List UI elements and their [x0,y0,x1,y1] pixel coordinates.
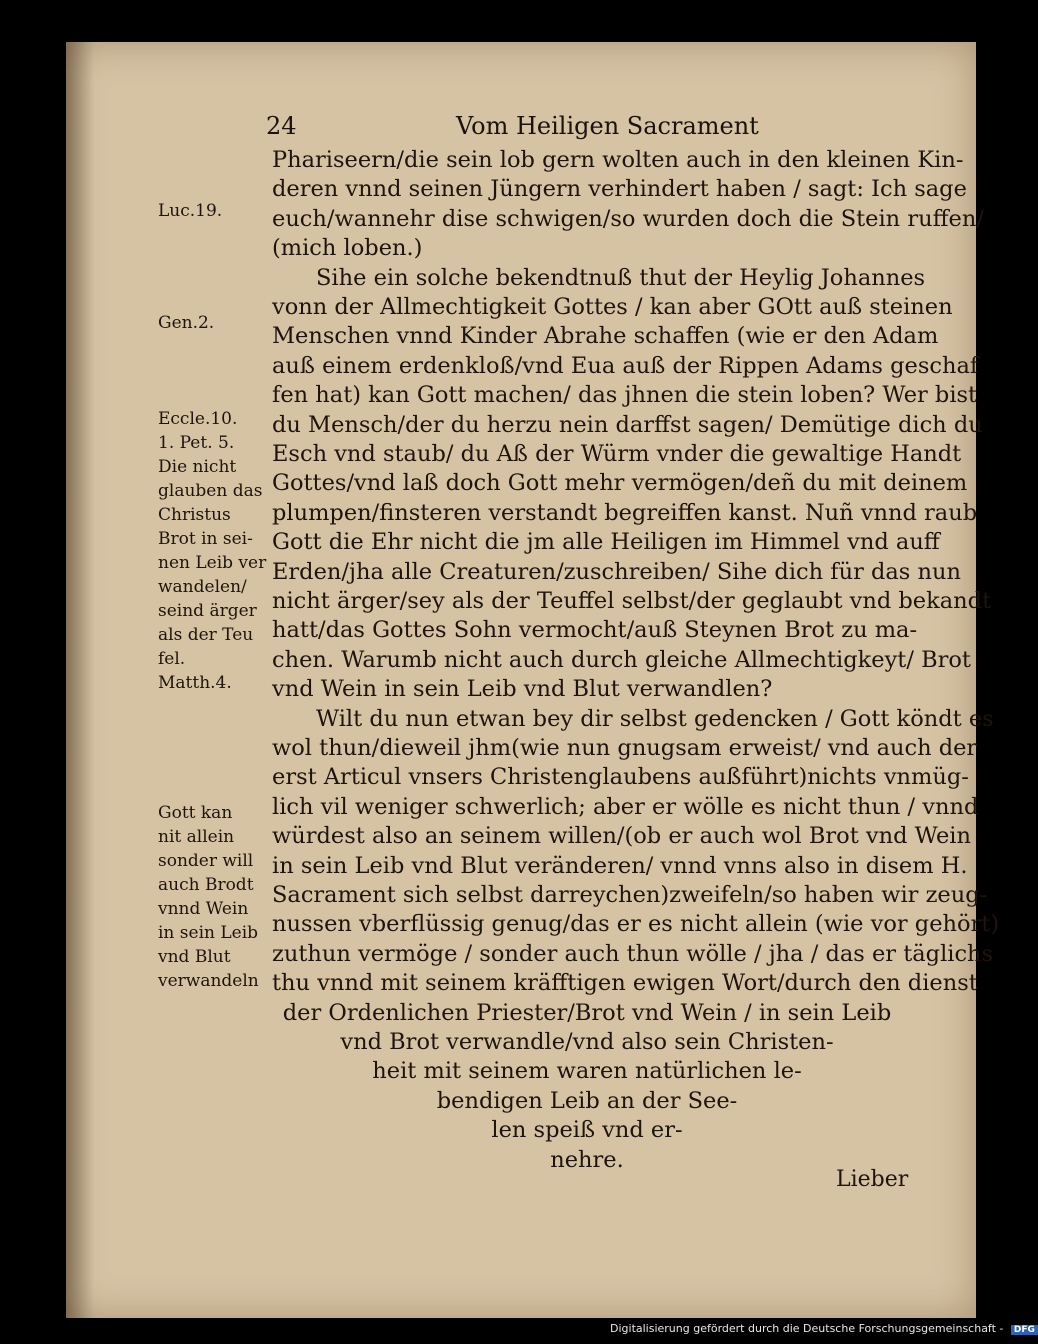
catchword: Lieber [836,1167,909,1192]
margin-note: Brot in sei- [158,529,253,549]
text-line: auß einem erdenkloß/vnd Eua auß der Rippen Adams geschaf [272,352,979,379]
text-line: chen. Warumb nicht auch durch gleiche Allmechtigkeyt/ Brot [272,646,971,673]
text-line: (mich loben.) [272,235,423,262]
margin-note: nit allein [158,827,235,847]
margin-note: wandelen/ [158,577,247,597]
text-line: Gott die Ehr nicht die jm alle Heiligen im Himmel vnd auff [272,529,940,556]
margin-note: Gen.2. [158,313,215,333]
text-line: vnd Wein in sein Leib vnd Blut verwandlen? [272,676,773,703]
text-line: erst Articul vnsers Christenglaubens außführt)nichts vnmüg- [272,764,969,791]
footer-credit: Digitalisierung gefördert durch die Deutsche Forschungsgemeinschaft - [610,1322,1004,1335]
margin-note: Die nicht [158,457,237,477]
text-line: nicht ärger/sey als der Teuffel selbst/der geglaubt vnd bekandt [272,588,992,614]
text-line: hatt/das Gottes Sohn vermocht/auß Steynen Brot zu ma- [272,617,918,644]
text-line: der Ordenlichen Priester/Brot vnd Wein / in sein Leib [282,999,892,1026]
dfg-logo: DFG [1011,1325,1038,1335]
margin-note: sonder will [158,851,254,871]
text-line: Phariseern/die sein lob gern wolten auch in den kleinen Kin- [272,147,964,173]
margin-note: fel. [158,649,186,669]
margin-note: nen Leib ver [158,553,267,573]
text-line: Erden/jha alle Creaturen/zuschreiben/ Sihe dich für das nun [272,558,961,585]
text-line: wol thun/dieweil jhm(wie nun gnugsam erweist/ vnd auch der [272,735,978,761]
margin-note: 1. Pet. 5. [158,433,235,453]
text-line: euch/wannehr dise schwigen/so wurden doch die Stein ruffen/ [272,205,984,232]
margin-note: Christus [158,505,231,525]
text-line: deren vnnd seinen Jüngern verhindert haben / sagt: Ich sage [272,176,967,203]
text-line: Sacrament sich selbst darreychen)zweifeln/so haben wir zeug- [272,882,988,908]
text-line: Wilt du nun etwan bey dir selbst gedencken / Gott köndt es [316,705,994,732]
digitization-footer [610,1322,1035,1340]
text-line: thu vnnd mit seinem kräfftigen ewigen Wort/durch den dienst [272,970,978,997]
margin-note: seind ärger [158,601,257,621]
text-line: plumpen/finsteren verstandt begreiffen kanst. Nuñ vnnd raub [272,499,978,526]
book-page [66,42,1000,1318]
gutter-shadow [66,42,94,1318]
text-line: heit mit seinem waren natürlichen le- [372,1058,802,1085]
text-line: zuthun vermöge / sonder auch thun wölle / jha / das er täglichs [272,940,994,967]
text-line: würdest also an seinem willen/(ob er auch wol Brot vnd Wein [272,823,971,850]
running-title: Vom Heiligen Sacrament [456,112,759,140]
margin-note: Eccle.10. [158,409,238,429]
text-line: nussen vberflüssig genug/das er es nicht allein (wie vor gehört) [272,911,1000,938]
text-line: fen hat) kan Gott machen/ das jhnen die stein loben? Wer bist [272,382,978,409]
page-number: 24 [266,112,297,140]
text-line: Esch vnd staub/ du Aß der Würm vnder die gewaltige Handt [272,441,962,467]
margin-note: glauben das [158,481,263,501]
text-line: Gottes/vnd laß doch Gott mehr vermögen/deñ du mit deinem [272,470,968,497]
margin-note: verwandeln [158,971,259,991]
margin-note: als der Teu [158,625,254,645]
margin-note: in sein Leib [158,923,259,943]
text-line: vnd Brot verwandle/vnd also sein Christen- [340,1029,834,1055]
text-line: vonn der Allmechtigkeit Gottes / kan aber GOtt auß steinen [272,294,953,320]
page-header [266,112,906,144]
text-line: Menschen vnnd Kinder Abrahe schaffen (wie er den Adam [272,323,939,350]
margin-note: vnnd Wein [158,899,249,919]
margin-note: Luc.19. [158,201,223,221]
text-line: in sein Leib vnd Blut veränderen/ vnnd vnns also in disem H. [272,852,968,879]
text-line: lich vil weniger schwerlich; aber er wölle es nicht thun / vnnd [272,793,979,820]
margin-note: Matth.4. [158,673,232,693]
text-line: du Mensch/der du herzu nein darffst sagen/ Demütige dich du [272,411,983,438]
text-line: len speiß vnd er- [491,1117,683,1144]
text-line: bendigen Leib an der See- [436,1087,738,1114]
margin-note: Gott kan [158,803,233,823]
margin-note: auch Brodt [158,875,254,895]
text-line: Sihe ein solche bekendtnuß thut der Heylig Johannes [316,264,926,291]
text-line: nehre. [550,1146,624,1173]
margin-note: vnd Blut [158,947,231,967]
